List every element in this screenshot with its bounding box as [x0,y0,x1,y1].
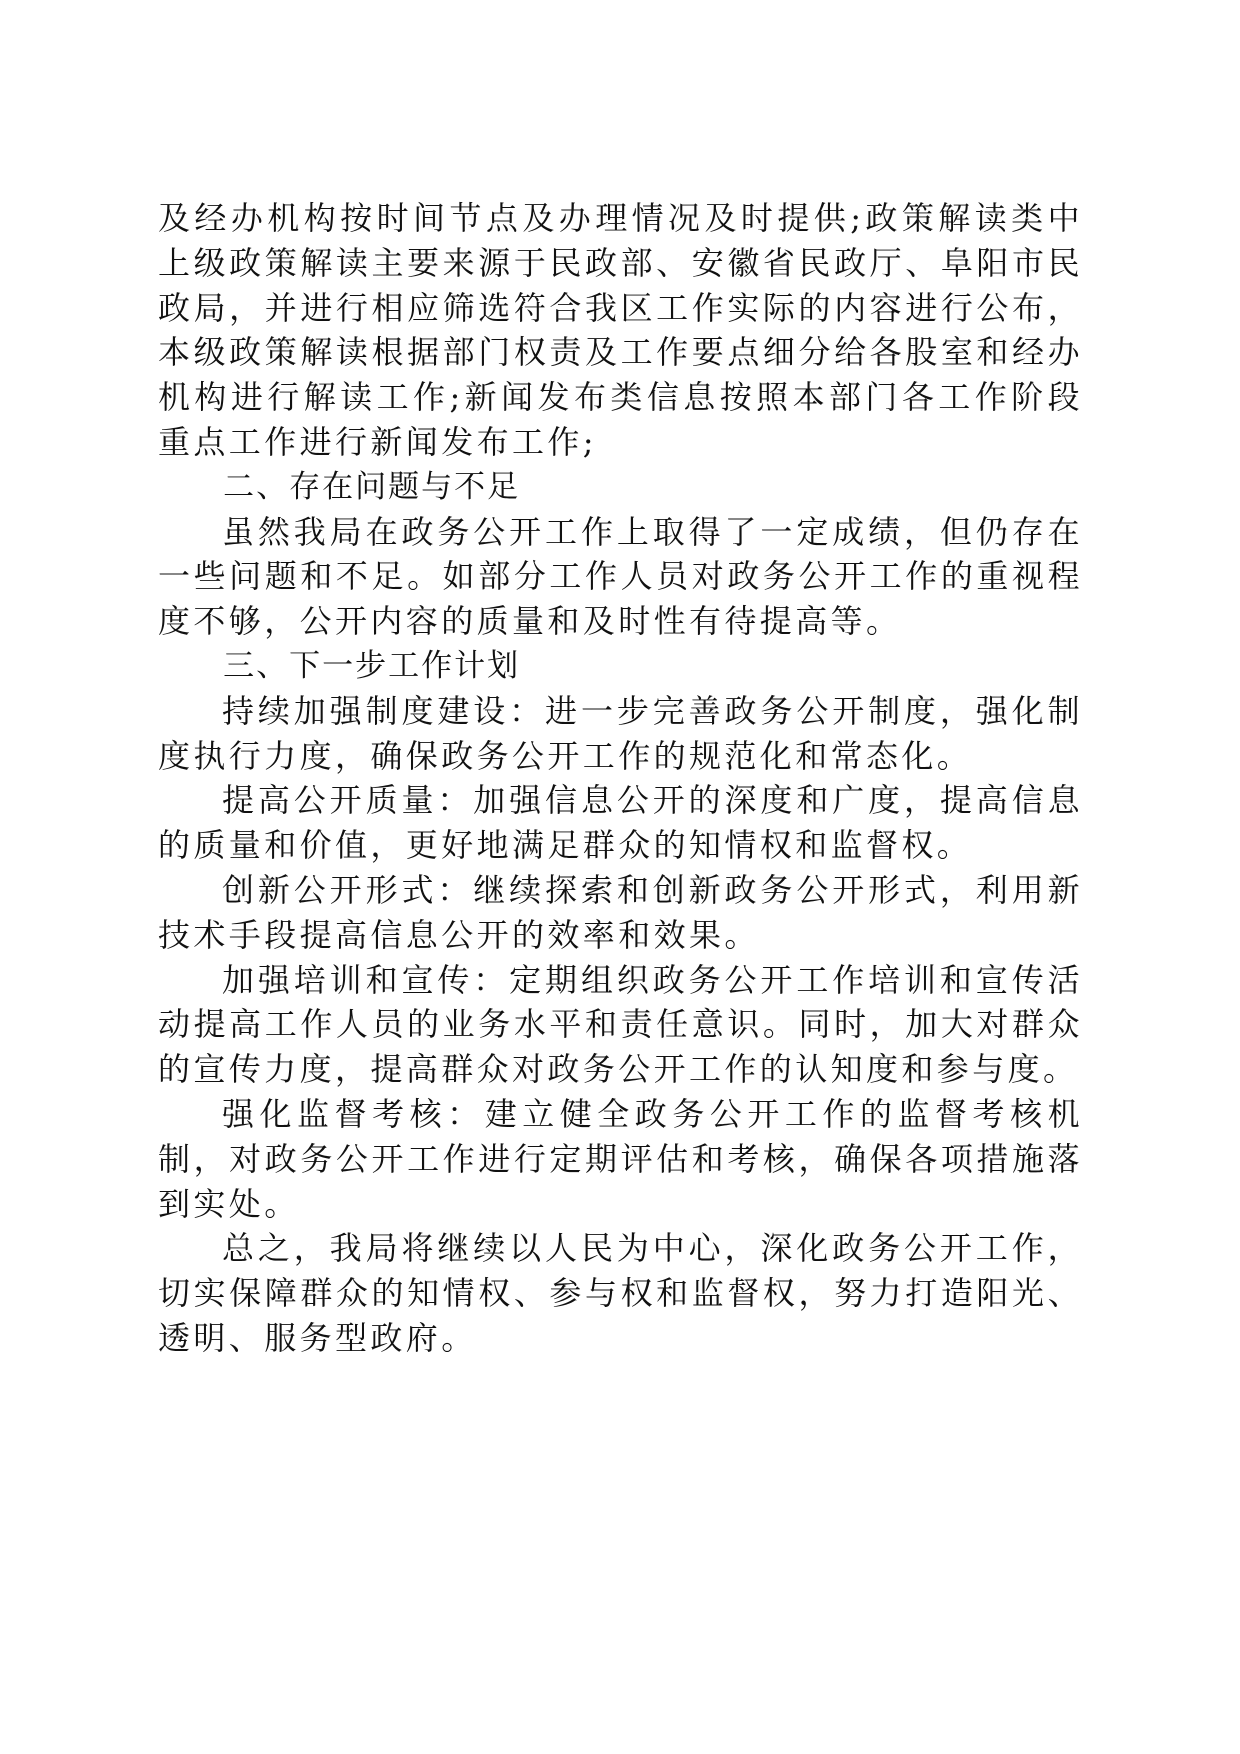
paragraph-system-building: 持续加强制度建设：进一步完善政务公开制度，强化制度执行力度，确保政务公开工作的规范化和常态化。 [158,691,1083,775]
paragraph-continuation: 及经办机构按时间节点及办理情况及时提供;政策解读类中上级政策解读主要来源于民政部、安徽省民政厅、阜阳市民政局，并进行相应筛选符合我区工作实际的内容进行公布，本级政策解读根据部门权责及工作要点细分给各股室和经办机构进行解读工作;新闻发布类信息按照本部门各工作阶段重点工作进行新闻发布工作; [158,199,1083,461]
paragraph-problems: 虽然我局在政务公开工作上取得了一定成绩，但仍存在一些问题和不足。如部分工作人员对政务公开工作的重视程度不够，公开内容的质量和及时性有待提高等。 [158,512,1083,641]
paragraph-quality: 提高公开质量：加强信息公开的深度和广度，提高信息的质量和价值，更好地满足群众的知情权和监督权。 [158,781,1083,865]
paragraph-training: 加强培训和宣传：定期组织政务公开工作培训和宣传活动提高工作人员的业务水平和责任意识。同时，加大对群众的宣传力度，提高群众对政务公开工作的认知度和参与度。 [158,960,1083,1089]
section-heading-problems: 二、存在问题与不足 [223,468,521,505]
paragraph-conclusion: 总之，我局将继续以人民为中心，深化政务公开工作，切实保障群众的知情权、参与权和监督权，努力打造阳光、透明、服务型政府。 [158,1229,1083,1357]
section-heading-next-plan: 三、下一步工作计划 [223,647,521,684]
paragraph-supervision: 强化监督考核：建立健全政务公开工作的监督考核机制，对政务公开工作进行定期评估和考核，确保各项措施落到实处。 [158,1094,1083,1223]
document-body [158,196,1083,1361]
paragraph-innovation: 创新公开形式：继续探索和创新政务公开形式，利用新技术手段提高信息公开的效率和效果。 [158,870,1083,954]
